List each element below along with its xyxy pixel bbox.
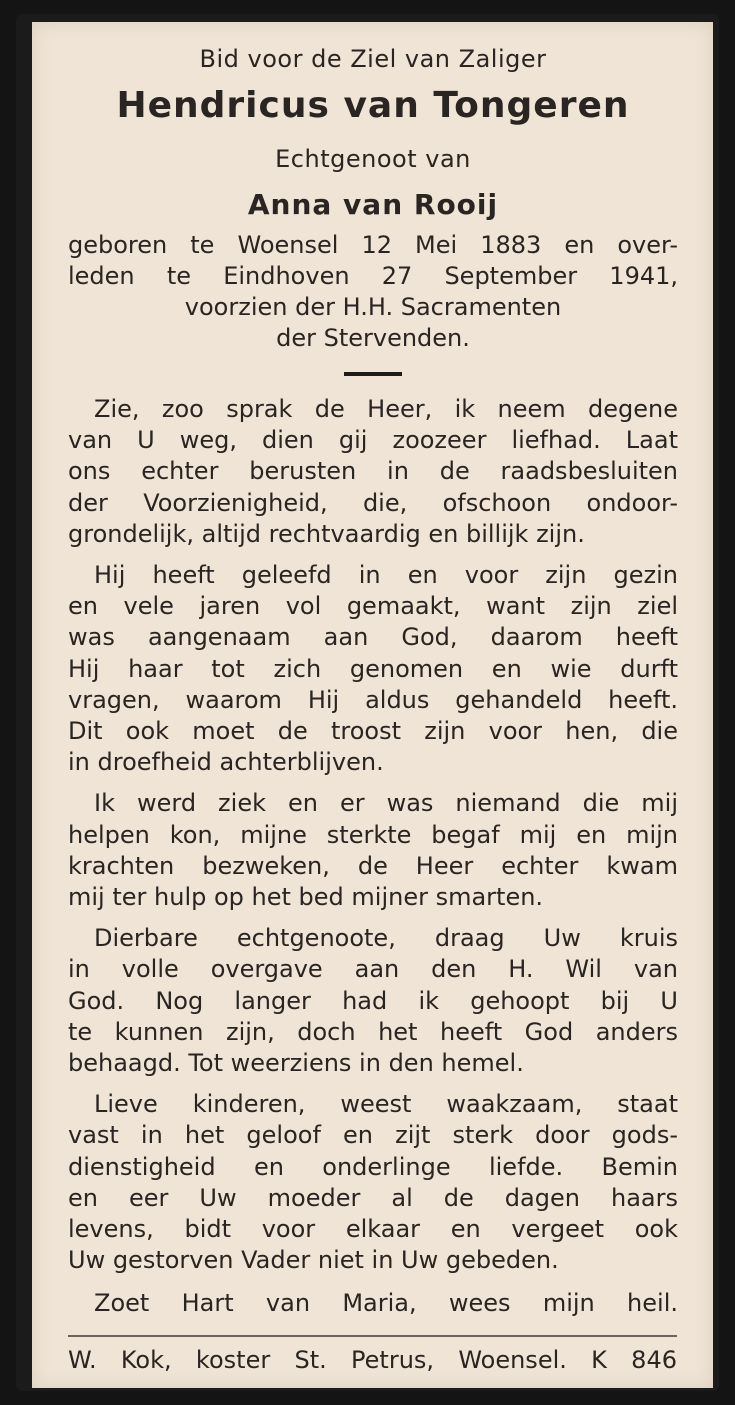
prayer-line: Bid voor de Ziel van Zaliger (199, 45, 547, 73)
birth-death-block (68, 230, 678, 354)
text-line: Uw gestorven Vader niet in Uw gebeden. (68, 1246, 559, 1275)
text-line: levens, bidt voor elkaar en vergeet ook (68, 1215, 678, 1244)
text-line: van U weg, dien gij zoozeer liefhad. Laat (68, 426, 678, 455)
birth-death-line: geboren te Woensel 12 Mei 1883 en over- (68, 231, 678, 259)
text-paragraph (68, 560, 678, 778)
text-line: en eer Uw moeder al de dagen haars (68, 1183, 678, 1212)
text-line: Hij haar tot zich genomen en wie durft (68, 654, 678, 683)
text-line: te kunnen zijn, doch het heeft God anders (68, 1017, 678, 1046)
text-line: ons echter berusten in de raadsbesluiten (68, 457, 678, 486)
text-line: Hij heeft geleefd in en voor zijn gezin (94, 561, 678, 590)
birth-death-line: der Stervenden. (276, 324, 470, 352)
text-line: in volle overgave aan den H. Wil van (68, 955, 678, 984)
text-line: Lieve kinderen, weest waakzaam, staat (94, 1090, 678, 1119)
footer-divider (68, 1335, 677, 1337)
text-line: in droefheid achterblijven. (68, 748, 384, 777)
text-paragraph (68, 923, 678, 1079)
text-line: en vele jaren vol gemaakt, want zijn ziel (68, 592, 678, 621)
closing-prayer: Zoet Hart van Maria, wees mijn heil. (94, 1289, 678, 1317)
text-line: was aangenaam aan God, daarom heeft (68, 623, 678, 652)
printer-credit: W. Kok, koster St. Petrus, Woensel. K 846 (68, 1346, 677, 1374)
text-line: helpen kon, mijne sterkte begaf mij en mijn (68, 820, 678, 849)
birth-death-line: leden te Eindhoven 27 September 1941, (68, 262, 678, 290)
text-line: vragen, waarom Hij aldus gehandeld heeft. (68, 685, 678, 714)
deceased-name: Hendricus van Tongeren (116, 85, 630, 126)
text-paragraph (68, 394, 678, 550)
relation-line: Echtgenoot van (275, 145, 471, 173)
birth-death-line: voorzien der H.H. Sacramenten (184, 293, 562, 321)
divider-rule (344, 372, 402, 376)
spouse-name: Anna van Rooij (247, 188, 499, 221)
text-line: Dierbare echtgenoote, draag Uw kruis (94, 924, 678, 953)
text-line: dienstigheid en onderlinge liefde. Bemin (68, 1152, 678, 1181)
text-paragraph (68, 788, 678, 913)
text-line: Ik werd ziek en er was niemand die mij (94, 789, 678, 818)
text-line: grondelijk, altijd rechtvaardig en billijk zijn. (68, 519, 585, 548)
text-body (68, 394, 678, 1286)
text-paragraph (68, 1089, 678, 1276)
text-line: der Voorzienigheid, die, ofschoon ondoor- (68, 488, 678, 517)
memorial-card-paper (32, 22, 713, 1388)
text-line: Zie, zoo sprak de Heer, ik neem degene (94, 395, 678, 423)
text-line: God. Nog langer had ik gehoopt bij U (68, 986, 678, 1015)
text-line: vast in het geloof en zijt sterk door gods- (68, 1121, 678, 1150)
text-line: behaagd. Tot weerziens in den hemel. (68, 1049, 524, 1078)
text-line: Dit ook moet de troost zijn voor hen, die (68, 717, 678, 746)
text-line: mij ter hulp op het bed mijner smarten. (68, 883, 544, 912)
text-line: krachten bezweken, de Heer echter kwam (68, 851, 678, 880)
